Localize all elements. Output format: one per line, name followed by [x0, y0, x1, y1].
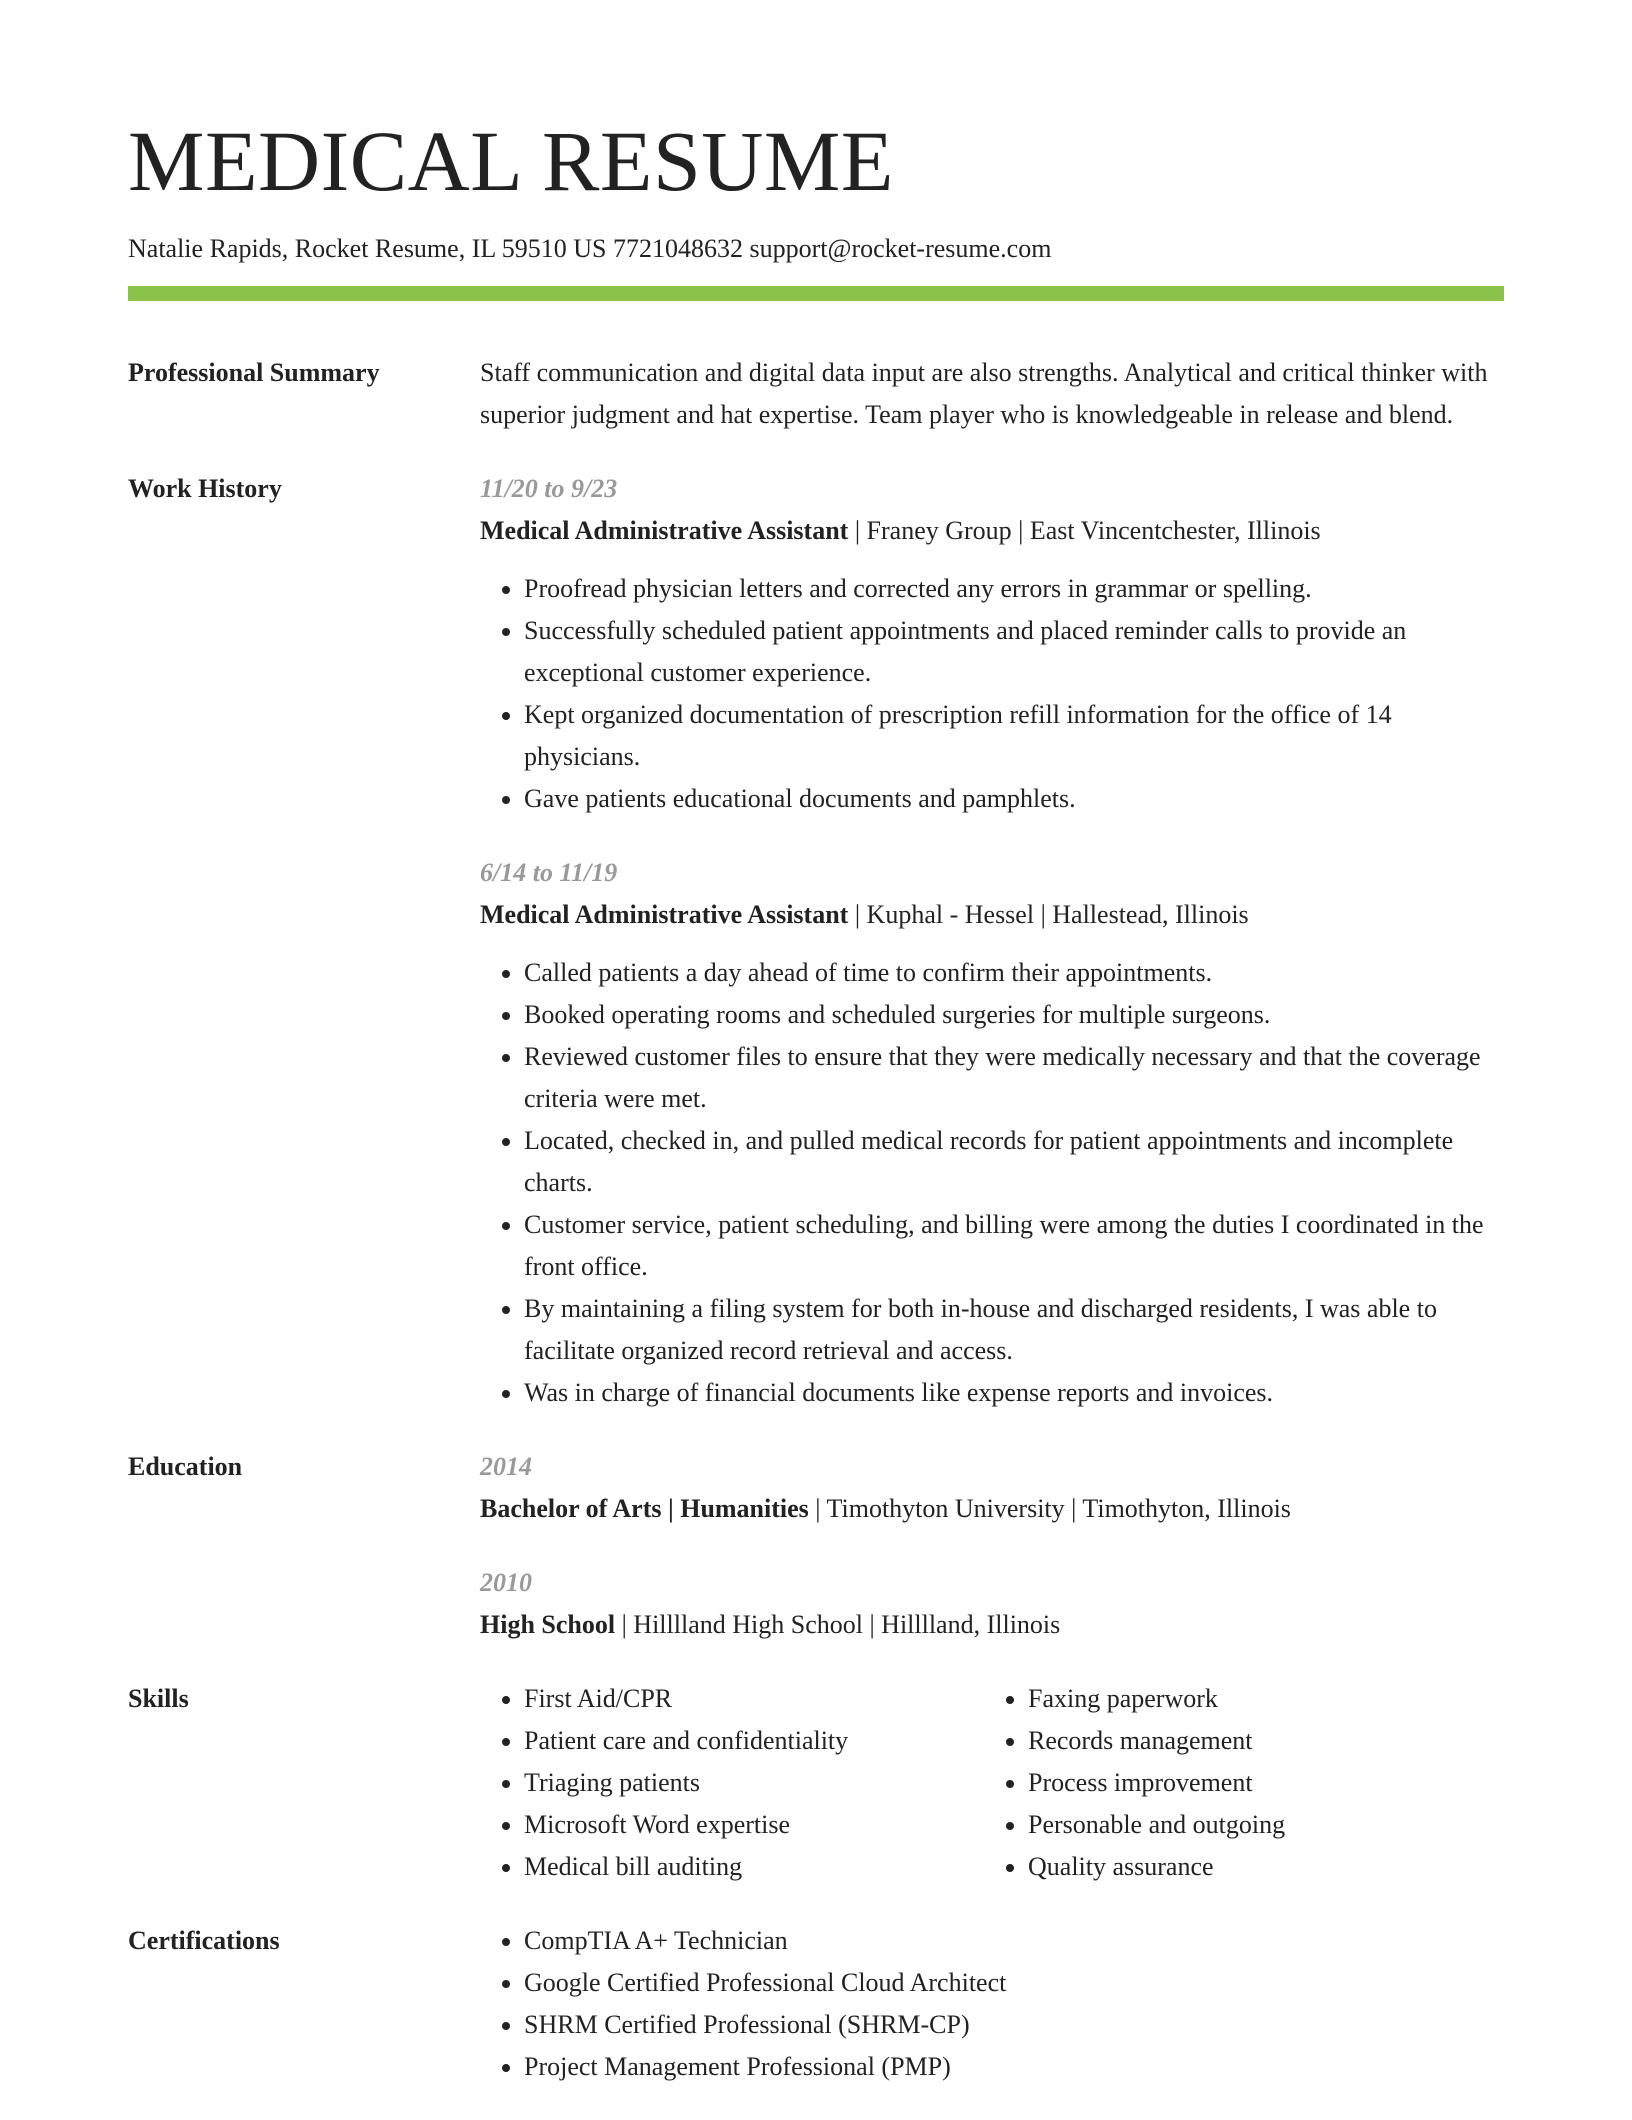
job-entry: [480, 852, 1504, 1414]
skill-item: • Quality assurance: [1028, 1846, 1488, 1888]
section-label-summary: Professional Summary: [128, 358, 380, 387]
job-title: Medical Administrative Assistant: [480, 900, 849, 929]
skill-item: • Records management: [1028, 1720, 1488, 1762]
job-bullet: • Kept organized documentation of prescription refill information for the office of 14 physicians.: [524, 694, 1504, 778]
job-bullet: • Reviewed customer files to ensure that they were medically necessary and that the coverage criteria were met.: [524, 1036, 1504, 1120]
work-history-body: [480, 468, 1504, 1414]
job-bullets: [480, 952, 1504, 1414]
skills-columns: [480, 1678, 1504, 1888]
certification-item: • SHRM Certified Professional (SHRM-CP): [524, 2004, 1504, 2046]
skills-list-right: [984, 1678, 1488, 1888]
education-details: | Hilllland High School | Hilllland, Illinois: [615, 1610, 1061, 1639]
certification-item: • Google Certified Professional Cloud Architect: [524, 1962, 1504, 2004]
skill-item: • Triaging patients: [524, 1762, 984, 1804]
section-label-certifications: Certifications: [128, 1926, 280, 1955]
job-title: Medical Administrative Assistant: [480, 516, 849, 545]
skill-item: • Personable and outgoing: [1028, 1804, 1488, 1846]
certifications-list: [480, 1920, 1504, 2088]
skill-item: • Faxing paperwork: [1028, 1678, 1488, 1720]
summary-section: [128, 352, 1504, 436]
job-bullet: • Successfully scheduled patient appointments and placed reminder calls to provide an exceptional customer experience.: [524, 610, 1504, 694]
education-entry: [480, 1446, 1504, 1530]
education-year: 2014: [480, 1452, 532, 1481]
section-label-skills: Skills: [128, 1684, 189, 1713]
skill-item: • Microsoft Word expertise: [524, 1804, 984, 1846]
education-degree: Bachelor of Arts | Humanities: [480, 1494, 809, 1523]
accent-divider: [128, 286, 1504, 301]
contact-line: Natalie Rapids, Rocket Resume, IL 59510 US 7721048632 support@rocket-resume.com: [128, 234, 1052, 263]
education-entry: [480, 1562, 1504, 1646]
skill-item: • Process improvement: [1028, 1762, 1488, 1804]
job-bullet: • Customer service, patient scheduling, and billing were among the duties I coordinated in the front office.: [524, 1204, 1504, 1288]
job-entry: [480, 468, 1504, 820]
education-year: 2010: [480, 1568, 532, 1597]
job-bullet: • Gave patients educational documents and pamphlets.: [524, 778, 1504, 820]
education-line: [480, 1488, 1504, 1530]
job-bullet: • Called patients a day ahead of time to confirm their appointments.: [524, 952, 1504, 994]
skills-list-left: [480, 1678, 984, 1888]
job-bullet: • Booked operating rooms and scheduled surgeries for multiple surgeons.: [524, 994, 1504, 1036]
summary-text: Staff communication and digital data input are also strengths. Analytical and critical thinker with superior judgment and hat expertise. Team player who is knowledgeable in release and blend.: [480, 358, 1488, 429]
education-details: | Timothyton University | Timothyton, Illinois: [808, 1494, 1291, 1523]
education-section: [128, 1446, 1504, 1646]
job-dates: 6/14 to 11/19: [480, 858, 618, 887]
job-bullets: [480, 568, 1504, 820]
job-dates: 11/20 to 9/23: [480, 474, 618, 503]
skills-section: [128, 1678, 1504, 1888]
job-details: | Kuphal - Hessel | Hallestead, Illinois: [848, 900, 1249, 929]
certifications-section: [128, 1920, 1504, 2088]
job-bullet: • Proofread physician letters and corrected any errors in grammar or spelling.: [524, 568, 1504, 610]
job-bullet: • Located, checked in, and pulled medical records for patient appointments and incomplete charts.: [524, 1120, 1504, 1204]
certification-item: • Project Management Professional (PMP): [524, 2046, 1504, 2088]
job-role-line: [480, 510, 1504, 552]
job-role-line: [480, 894, 1504, 936]
skill-item: • First Aid/CPR: [524, 1678, 984, 1720]
certifications-body: [480, 1920, 1504, 2088]
job-bullet: • Was in charge of financial documents like expense reports and invoices.: [524, 1372, 1504, 1414]
section-label-work-history: Work History: [128, 474, 282, 503]
section-label-education: Education: [128, 1452, 243, 1481]
resume-sections: [128, 352, 1504, 2120]
certification-item: • CompTIA A+ Technician: [524, 1920, 1504, 1962]
education-body: [480, 1446, 1504, 1646]
job-details: | Franey Group | East Vincentchester, Illinois: [848, 516, 1321, 545]
summary-body: [480, 352, 1504, 436]
resume-title: MEDICAL RESUME: [128, 113, 894, 209]
skill-item: • Medical bill auditing: [524, 1846, 984, 1888]
job-bullet: • By maintaining a filing system for both in-house and discharged residents, I was able to facilitate organized record retrieval and access.: [524, 1288, 1504, 1372]
education-degree: High School: [480, 1610, 616, 1639]
skills-body: [480, 1678, 1504, 1888]
work-history-section: [128, 468, 1504, 1414]
skill-item: • Patient care and confidentiality: [524, 1720, 984, 1762]
education-line: [480, 1604, 1504, 1646]
